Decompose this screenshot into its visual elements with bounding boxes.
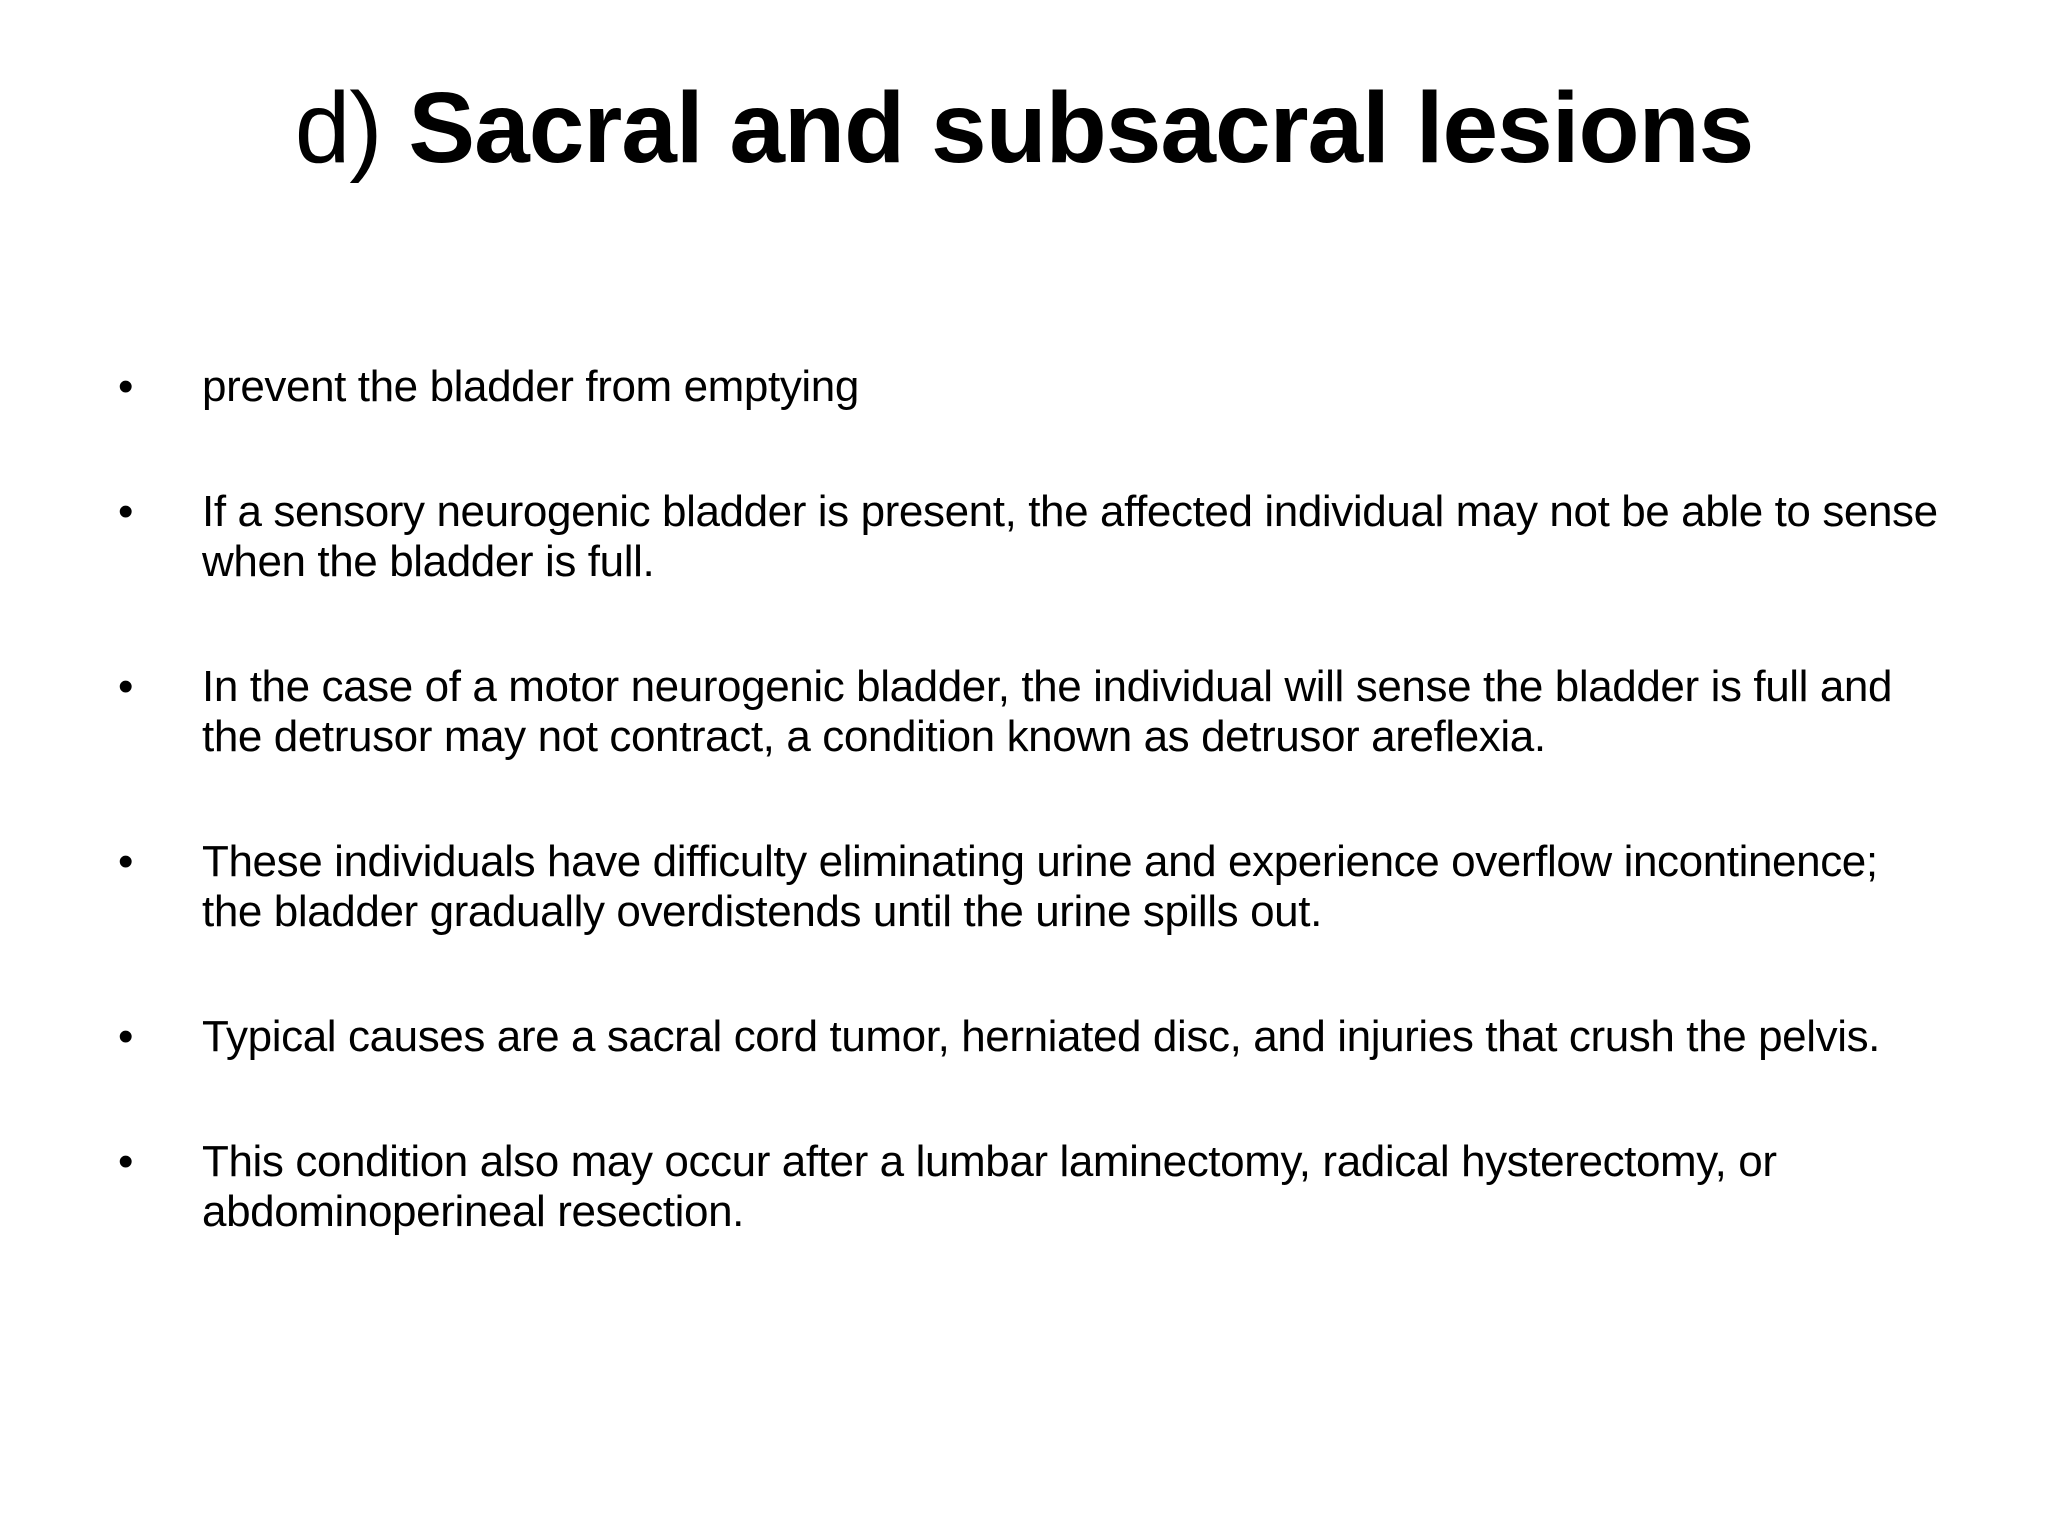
- bullet-text: prevent the bladder from emptying: [202, 362, 859, 411]
- bullet-dot-icon: •: [118, 487, 134, 536]
- bullet-dot-icon: •: [118, 1137, 134, 1186]
- bullet-dot-icon: •: [118, 837, 134, 886]
- title-prefix: d): [294, 72, 409, 184]
- title-main: Sacral and subsacral lesions: [408, 72, 1754, 184]
- bullet-item-1: [118, 362, 1948, 412]
- bullet-text: This condition also may occur after a lumbar laminectomy, radical hysterectomy, or abdominoperineal resection.: [202, 1137, 1777, 1236]
- slide-title: [0, 62, 2048, 194]
- bullet-item-2: [118, 487, 1948, 587]
- bullet-text: These individuals have difficulty eliminating urine and experience overflow incontinence; the bladder gradually overdistends until the urine spills out.: [202, 837, 1878, 936]
- bullet-text: Typical causes are a sacral cord tumor, herniated disc, and injuries that crush the pelvis.: [202, 1012, 1881, 1061]
- bullet-item-3: [118, 662, 1948, 762]
- bullet-dot-icon: •: [118, 362, 134, 411]
- bullet-item-4: [118, 837, 1948, 937]
- bullet-dot-icon: •: [118, 1012, 134, 1061]
- bullet-item-6: [118, 1137, 1948, 1237]
- bullet-text: In the case of a motor neurogenic bladder, the individual will sense the bladder is full and the detrusor may not contract, a condition known as detrusor areflexia.: [202, 662, 1893, 761]
- bullet-list: [118, 362, 1948, 1312]
- bullet-item-5: [118, 1012, 1948, 1062]
- bullet-text: If a sensory neurogenic bladder is present, the affected individual may not be able to sense when the bladder is full.: [202, 487, 1938, 586]
- bullet-dot-icon: •: [118, 662, 134, 711]
